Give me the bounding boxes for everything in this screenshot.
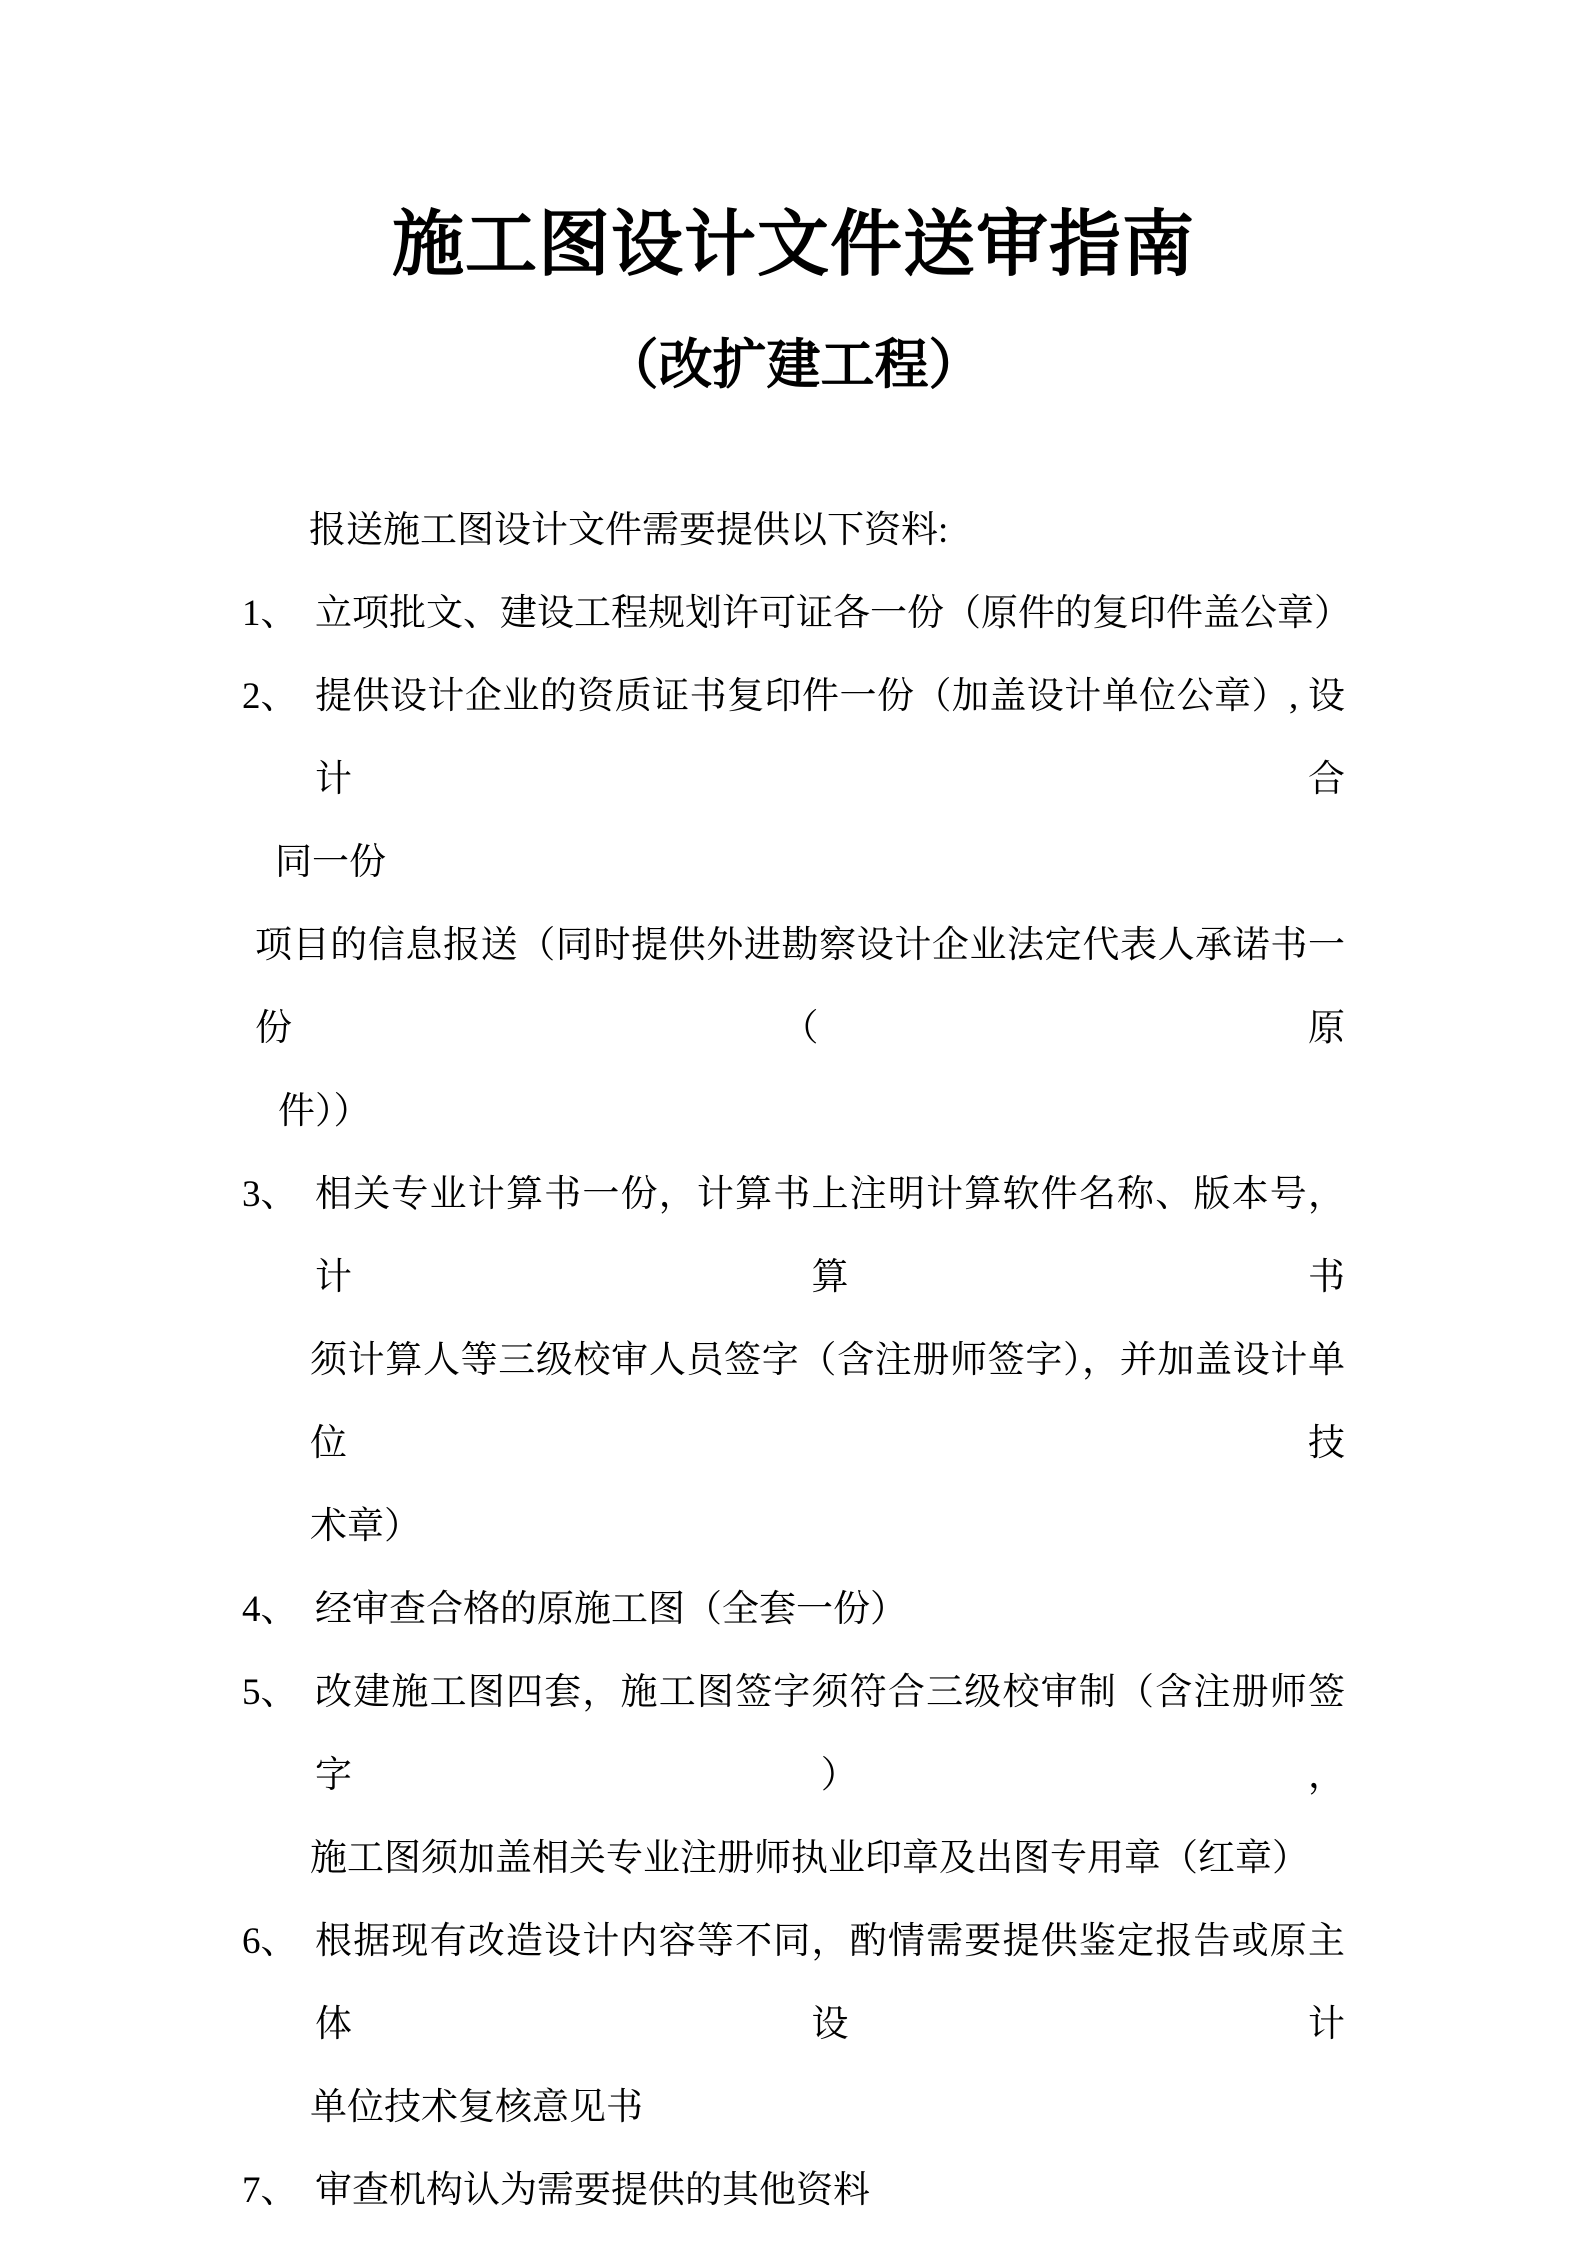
list-item-3 — [242, 1153, 1345, 1319]
list-item-6-number: 6、 — [242, 1921, 298, 1962]
list-item-2-text: 提供设计企业的资质证书复印件一份（加盖设计单位公章）, 设计合 — [315, 676, 1345, 800]
list-item-4-text: 经审查合格的原施工图（全套一份） — [315, 1589, 907, 1630]
list-item-5-continuation: 施工图须加盖相关专业注册师执业印章及出图专用章（红章） — [310, 1838, 1309, 1879]
list-item-5-text: 改建施工图四套，施工图签字须符合三级校审制（含注册师签字）， — [315, 1672, 1345, 1796]
list-item-5-number: 5、 — [242, 1672, 298, 1713]
list-item-6 — [242, 1900, 1345, 2066]
list-item-6-continuation: 单位技术复核意见书 — [310, 2087, 643, 2128]
page-title: 施工图设计文件送审指南 — [391, 205, 1195, 285]
list-item-4 — [242, 1568, 1345, 1651]
list-item-3-number: 3、 — [242, 1174, 298, 1215]
list-item-3-continuation-1: 须计算人等三级校审人员签字（含注册师签字），并加盖设计单位技 — [310, 1340, 1345, 1464]
intro-line: 报送施工图设计文件需要提供以下资料: — [309, 510, 949, 551]
list-item-4-number: 4、 — [242, 1589, 298, 1630]
list-item-2-number: 2、 — [242, 676, 298, 717]
list-item-6-text: 根据现有改造设计内容等不同，酌情需要提供鉴定报告或原主体设计 — [315, 1921, 1345, 2045]
list-item-7-text: 审查机构认为需要提供的其他资料 — [315, 2170, 870, 2211]
project-info-line: 项目的信息报送（同时提供外进勘察设计企业法定代表人承诺书一份（原 — [255, 925, 1345, 1049]
list-item-3-continuation-2: 术章） — [310, 1506, 421, 1547]
list-item-7 — [242, 2149, 1345, 2232]
list-item-5 — [242, 1651, 1345, 1817]
list-item-2 — [242, 655, 1345, 821]
document-body — [242, 489, 1351, 2232]
list-item-1-number: 1、 — [242, 593, 298, 634]
list-item-7-number: 7、 — [242, 2170, 298, 2211]
list-item-3-text: 相关专业计算书一份，计算书上注明计算软件名称、版本号，计算书 — [315, 1174, 1345, 1298]
project-info-continuation: 件）） — [278, 1091, 371, 1132]
list-item-1 — [242, 572, 1351, 655]
page-subtitle: （改扩建工程） — [604, 335, 983, 395]
list-item-1-text: 立项批文、建设工程规划许可证各一份（原件的复印件盖公章） — [315, 593, 1351, 634]
list-item-2-continuation: 同一份 — [275, 842, 386, 883]
